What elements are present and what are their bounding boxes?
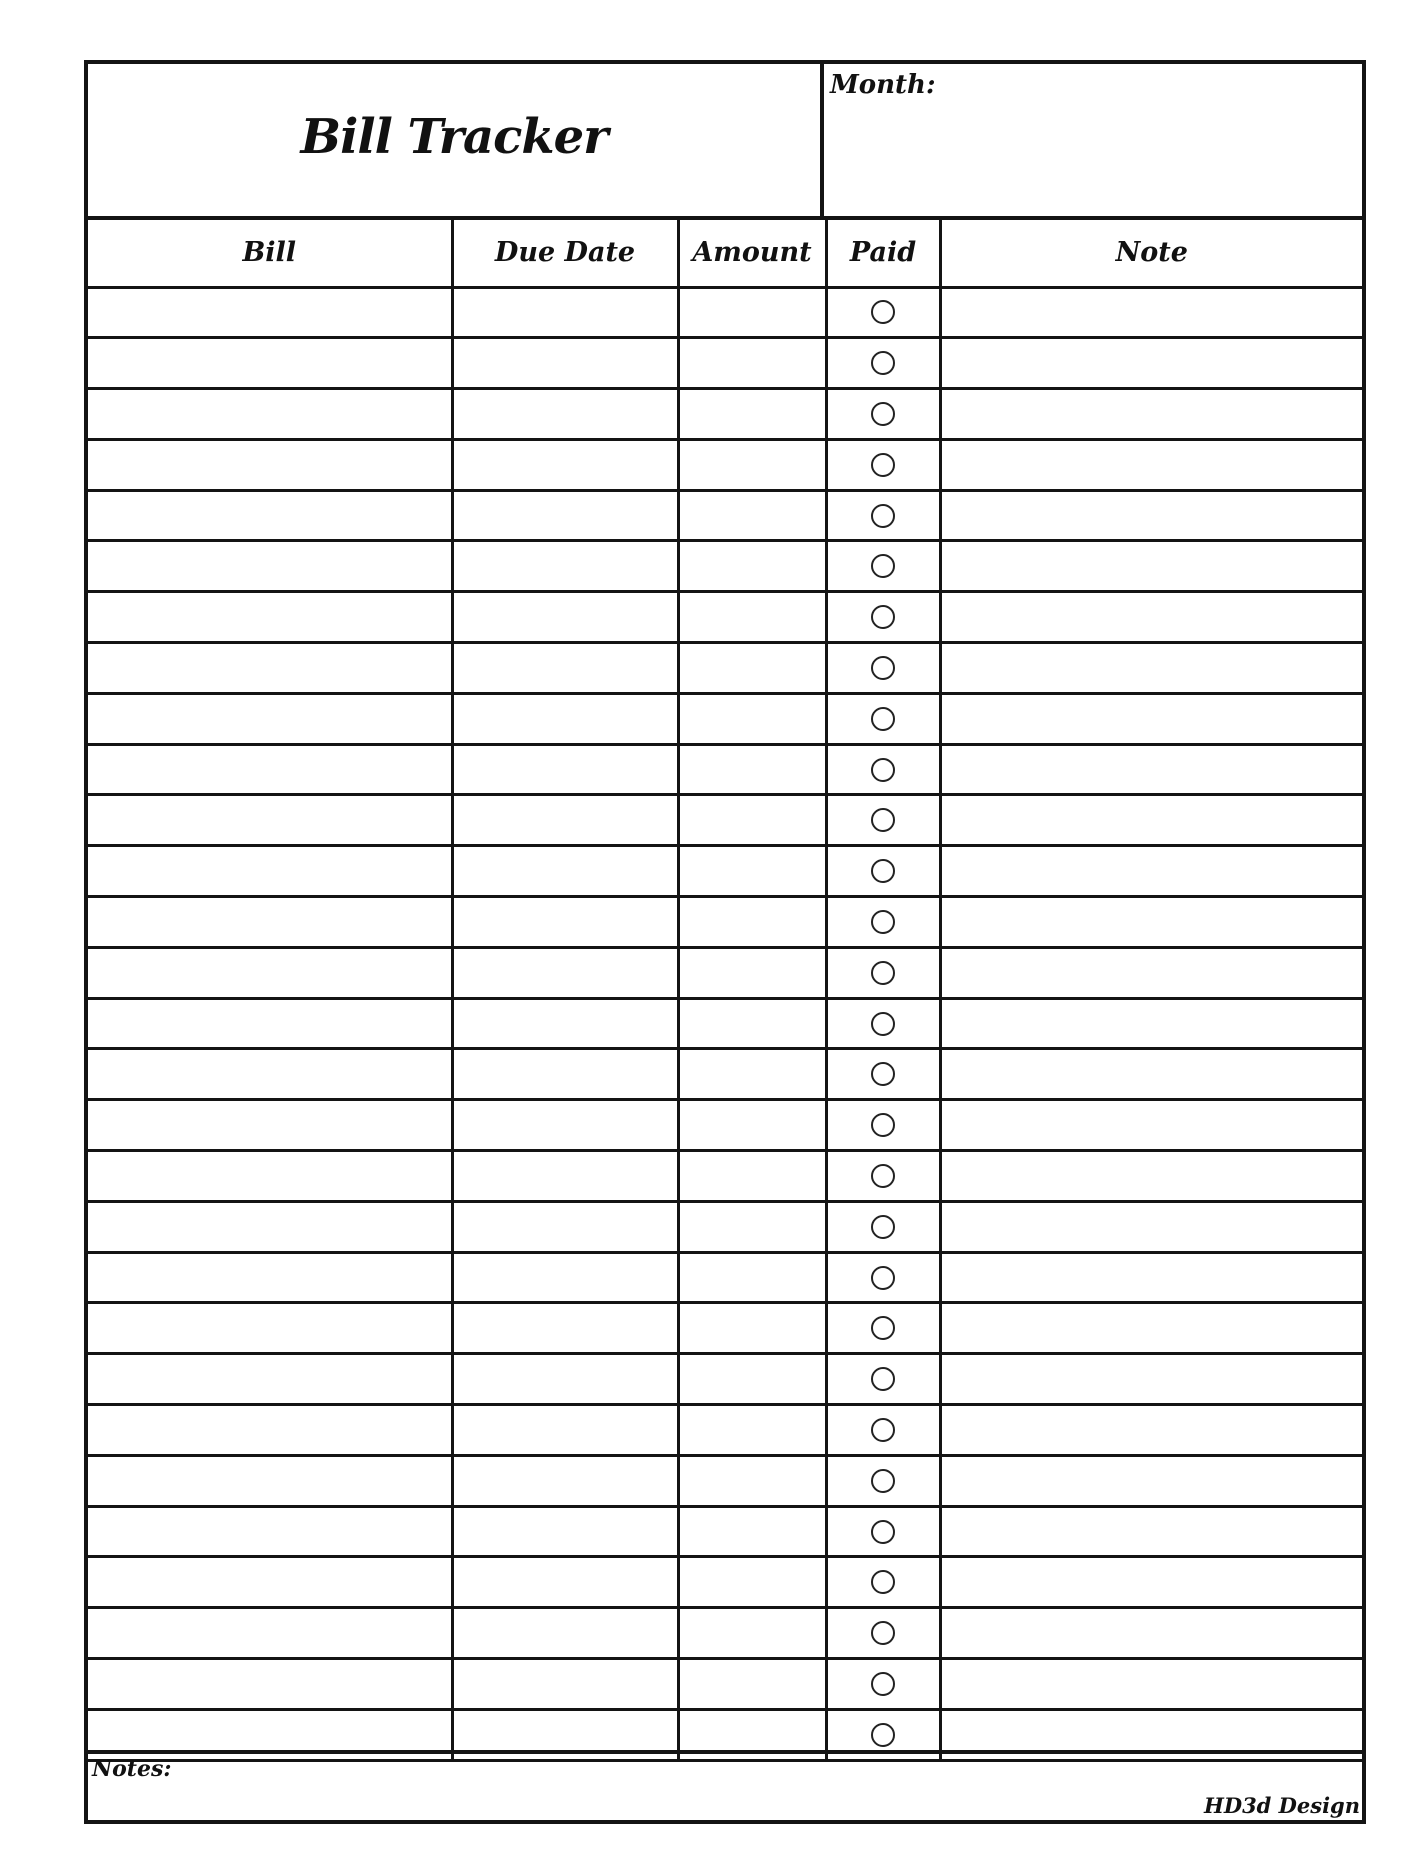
bill-cell[interactable]: [88, 1303, 452, 1354]
amount-cell[interactable]: [678, 693, 826, 744]
note-cell[interactable]: [940, 490, 1362, 541]
note-cell[interactable]: [940, 1405, 1362, 1456]
due-date-cell[interactable]: [452, 947, 678, 998]
paid-cell[interactable]: [826, 795, 940, 846]
due-date-cell[interactable]: [452, 389, 678, 440]
paid-checkbox-circle[interactable]: [871, 402, 895, 426]
due-date-cell[interactable]: [452, 1455, 678, 1506]
bill-cell[interactable]: [88, 1100, 452, 1151]
note-cell[interactable]: [940, 592, 1362, 643]
paid-checkbox-circle[interactable]: [871, 1062, 895, 1086]
paid-cell[interactable]: [826, 947, 940, 998]
table-row: [88, 1151, 1362, 1202]
due-date-cell[interactable]: [452, 490, 678, 541]
note-cell[interactable]: [940, 1354, 1362, 1405]
table-row: [88, 338, 1362, 389]
paid-checkbox-circle[interactable]: [871, 1266, 895, 1290]
table-row: [88, 693, 1362, 744]
paid-checkbox-circle[interactable]: [871, 1672, 895, 1696]
paid-checkbox-circle[interactable]: [871, 351, 895, 375]
bill-cell[interactable]: [88, 1455, 452, 1506]
due-date-cell[interactable]: [452, 744, 678, 795]
paid-checkbox-circle[interactable]: [871, 808, 895, 832]
note-cell[interactable]: [940, 1252, 1362, 1303]
amount-cell[interactable]: [678, 643, 826, 694]
paid-checkbox-circle[interactable]: [871, 910, 895, 934]
note-cell[interactable]: [940, 1506, 1362, 1557]
paid-checkbox-circle[interactable]: [871, 1367, 895, 1391]
amount-cell[interactable]: [678, 1049, 826, 1100]
note-cell[interactable]: [940, 643, 1362, 694]
paid-cell[interactable]: [826, 592, 940, 643]
table-row: [88, 744, 1362, 795]
amount-cell[interactable]: [678, 1405, 826, 1456]
brand-label: HD3d Design: [1204, 1793, 1360, 1818]
note-cell[interactable]: [940, 1100, 1362, 1151]
due-date-cell[interactable]: [452, 338, 678, 389]
bill-cell[interactable]: [88, 541, 452, 592]
bill-cell[interactable]: [88, 897, 452, 948]
month-field[interactable]: [824, 64, 1362, 216]
paid-cell[interactable]: [826, 1659, 940, 1710]
bill-cell[interactable]: [88, 1201, 452, 1252]
amount-cell[interactable]: [678, 1100, 826, 1151]
paid-cell[interactable]: [826, 998, 940, 1049]
paid-cell[interactable]: [826, 643, 940, 694]
paid-cell[interactable]: [826, 693, 940, 744]
table-row: [88, 1557, 1362, 1608]
due-date-cell[interactable]: [452, 541, 678, 592]
table-row: [88, 1100, 1362, 1151]
paid-cell[interactable]: [826, 490, 940, 541]
table-row: [88, 1659, 1362, 1710]
bill-cell[interactable]: [88, 643, 452, 694]
bill-cell[interactable]: [88, 998, 452, 1049]
amount-cell[interactable]: [678, 1354, 826, 1405]
amount-cell[interactable]: [678, 287, 826, 338]
paid-checkbox-circle[interactable]: [871, 1012, 895, 1036]
note-cell[interactable]: [940, 795, 1362, 846]
paid-cell[interactable]: [826, 287, 940, 338]
paid-checkbox-circle[interactable]: [871, 554, 895, 578]
bill-cell[interactable]: [88, 287, 452, 338]
table-row: [88, 1405, 1362, 1456]
paid-checkbox-circle[interactable]: [871, 1570, 895, 1594]
amount-cell[interactable]: [678, 1201, 826, 1252]
note-cell[interactable]: [940, 1303, 1362, 1354]
amount-cell[interactable]: [678, 439, 826, 490]
due-date-cell[interactable]: [452, 439, 678, 490]
table-row: [88, 1506, 1362, 1557]
paid-cell[interactable]: [826, 389, 940, 440]
bill-cell[interactable]: [88, 389, 452, 440]
bill-rows: [88, 287, 1362, 1760]
paid-checkbox-circle[interactable]: [871, 1520, 895, 1544]
bill-cell[interactable]: [88, 1557, 452, 1608]
column-header-due-date: Due Date: [452, 218, 678, 287]
amount-cell[interactable]: [678, 389, 826, 440]
due-date-cell[interactable]: [452, 1100, 678, 1151]
title-box: [88, 64, 824, 216]
page-title: Bill Tracker: [300, 109, 608, 165]
bill-tracker-sheet: [84, 60, 1366, 1824]
paid-cell[interactable]: [826, 1100, 940, 1151]
paid-cell[interactable]: [826, 439, 940, 490]
note-cell[interactable]: [940, 1608, 1362, 1659]
note-cell[interactable]: [940, 1557, 1362, 1608]
table-row: [88, 795, 1362, 846]
paid-cell[interactable]: [826, 1252, 940, 1303]
due-date-cell[interactable]: [452, 846, 678, 897]
paid-checkbox-circle[interactable]: [871, 1723, 895, 1747]
amount-cell[interactable]: [678, 846, 826, 897]
bill-cell[interactable]: [88, 947, 452, 998]
table-row: [88, 592, 1362, 643]
due-date-cell[interactable]: [452, 1608, 678, 1659]
paid-cell[interactable]: [826, 1455, 940, 1506]
due-date-cell[interactable]: [452, 1354, 678, 1405]
bill-cell[interactable]: [88, 338, 452, 389]
paid-cell[interactable]: [826, 846, 940, 897]
due-date-cell[interactable]: [452, 1303, 678, 1354]
notes-area[interactable]: [88, 1750, 1362, 1820]
column-header-note: Note: [940, 218, 1362, 287]
bill-cell[interactable]: [88, 744, 452, 795]
paid-cell[interactable]: [826, 1151, 940, 1202]
amount-cell[interactable]: [678, 541, 826, 592]
paid-cell[interactable]: [826, 1354, 940, 1405]
due-date-cell[interactable]: [452, 1659, 678, 1710]
table-row: [88, 998, 1362, 1049]
column-header-amount: Amount: [678, 218, 826, 287]
paid-checkbox-circle[interactable]: [871, 1113, 895, 1137]
due-date-cell[interactable]: [452, 1405, 678, 1456]
amount-cell[interactable]: [678, 1303, 826, 1354]
paid-cell[interactable]: [826, 897, 940, 948]
note-cell[interactable]: [940, 287, 1362, 338]
due-date-cell[interactable]: [452, 1557, 678, 1608]
note-cell[interactable]: [940, 1201, 1362, 1252]
bill-cell[interactable]: [88, 592, 452, 643]
amount-cell[interactable]: [678, 490, 826, 541]
paid-cell[interactable]: [826, 1049, 940, 1100]
note-cell[interactable]: [940, 338, 1362, 389]
amount-cell[interactable]: [678, 795, 826, 846]
note-cell[interactable]: [940, 439, 1362, 490]
paid-checkbox-circle[interactable]: [871, 707, 895, 731]
due-date-cell[interactable]: [452, 287, 678, 338]
due-date-cell[interactable]: [452, 795, 678, 846]
amount-cell[interactable]: [678, 1455, 826, 1506]
table-row: [88, 439, 1362, 490]
paid-checkbox-circle[interactable]: [871, 1316, 895, 1340]
note-cell[interactable]: [940, 846, 1362, 897]
paid-checkbox-circle[interactable]: [871, 504, 895, 528]
paid-cell[interactable]: [826, 1557, 940, 1608]
note-cell[interactable]: [940, 744, 1362, 795]
table-row: [88, 1252, 1362, 1303]
amount-cell[interactable]: [678, 998, 826, 1049]
amount-cell[interactable]: [678, 744, 826, 795]
amount-cell[interactable]: [678, 1608, 826, 1659]
bill-cell[interactable]: [88, 1608, 452, 1659]
bill-cell[interactable]: [88, 1049, 452, 1100]
column-header-bill: Bill: [88, 218, 452, 287]
note-cell[interactable]: [940, 1151, 1362, 1202]
bill-cell[interactable]: [88, 795, 452, 846]
amount-cell[interactable]: [678, 1252, 826, 1303]
table-row: [88, 846, 1362, 897]
table-row: [88, 643, 1362, 694]
notes-label: Notes:: [92, 1756, 172, 1782]
due-date-cell[interactable]: [452, 998, 678, 1049]
bill-cell[interactable]: [88, 1405, 452, 1456]
table-row: [88, 1608, 1362, 1659]
due-date-cell[interactable]: [452, 1252, 678, 1303]
bill-cell[interactable]: [88, 1151, 452, 1202]
due-date-cell[interactable]: [452, 1049, 678, 1100]
due-date-cell[interactable]: [452, 1506, 678, 1557]
bill-cell[interactable]: [88, 490, 452, 541]
table-row: [88, 541, 1362, 592]
amount-cell[interactable]: [678, 1659, 826, 1710]
amount-cell[interactable]: [678, 1557, 826, 1608]
paid-checkbox-circle[interactable]: [871, 1621, 895, 1645]
paid-checkbox-circle[interactable]: [871, 1164, 895, 1188]
table-row: [88, 1354, 1362, 1405]
paid-checkbox-circle[interactable]: [871, 1469, 895, 1493]
amount-cell[interactable]: [678, 592, 826, 643]
table-row: [88, 389, 1362, 440]
due-date-cell[interactable]: [452, 897, 678, 948]
note-cell[interactable]: [940, 947, 1362, 998]
bill-cell[interactable]: [88, 846, 452, 897]
paid-checkbox-circle[interactable]: [871, 656, 895, 680]
paid-checkbox-circle[interactable]: [871, 1418, 895, 1442]
paid-cell[interactable]: [826, 338, 940, 389]
note-cell[interactable]: [940, 389, 1362, 440]
paid-checkbox-circle[interactable]: [871, 961, 895, 985]
note-cell[interactable]: [940, 1659, 1362, 1710]
table-row: [88, 947, 1362, 998]
column-header-paid: Paid: [826, 218, 940, 287]
table-row: [88, 1049, 1362, 1100]
bill-table: [88, 216, 1362, 1762]
due-date-cell[interactable]: [452, 1201, 678, 1252]
paid-cell[interactable]: [826, 1201, 940, 1252]
note-cell[interactable]: [940, 693, 1362, 744]
amount-cell[interactable]: [678, 947, 826, 998]
paid-cell[interactable]: [826, 1608, 940, 1659]
paid-cell[interactable]: [826, 1405, 940, 1456]
month-label: Month:: [830, 70, 936, 100]
note-cell[interactable]: [940, 998, 1362, 1049]
table-row: [88, 897, 1362, 948]
paid-checkbox-circle[interactable]: [871, 453, 895, 477]
due-date-cell[interactable]: [452, 693, 678, 744]
note-cell[interactable]: [940, 1455, 1362, 1506]
paid-checkbox-circle[interactable]: [871, 605, 895, 629]
table-row: [88, 1303, 1362, 1354]
due-date-cell[interactable]: [452, 592, 678, 643]
bill-cell[interactable]: [88, 693, 452, 744]
table-row: [88, 287, 1362, 338]
bill-cell[interactable]: [88, 1506, 452, 1557]
paid-checkbox-circle[interactable]: [871, 859, 895, 883]
note-cell[interactable]: [940, 897, 1362, 948]
paid-cell[interactable]: [826, 1506, 940, 1557]
paid-cell[interactable]: [826, 744, 940, 795]
table-header-row: [88, 218, 1362, 287]
bill-cell[interactable]: [88, 1659, 452, 1710]
table-row: [88, 1455, 1362, 1506]
table-row: [88, 490, 1362, 541]
amount-cell[interactable]: [678, 1151, 826, 1202]
amount-cell[interactable]: [678, 338, 826, 389]
paid-checkbox-circle[interactable]: [871, 758, 895, 782]
bill-cell[interactable]: [88, 439, 452, 490]
paid-checkbox-circle[interactable]: [871, 300, 895, 324]
bill-cell[interactable]: [88, 1354, 452, 1405]
paid-cell[interactable]: [826, 1303, 940, 1354]
paid-checkbox-circle[interactable]: [871, 1215, 895, 1239]
amount-cell[interactable]: [678, 897, 826, 948]
bill-cell[interactable]: [88, 1252, 452, 1303]
due-date-cell[interactable]: [452, 643, 678, 694]
table-row: [88, 1201, 1362, 1252]
note-cell[interactable]: [940, 541, 1362, 592]
amount-cell[interactable]: [678, 1506, 826, 1557]
paid-cell[interactable]: [826, 541, 940, 592]
note-cell[interactable]: [940, 1049, 1362, 1100]
due-date-cell[interactable]: [452, 1151, 678, 1202]
